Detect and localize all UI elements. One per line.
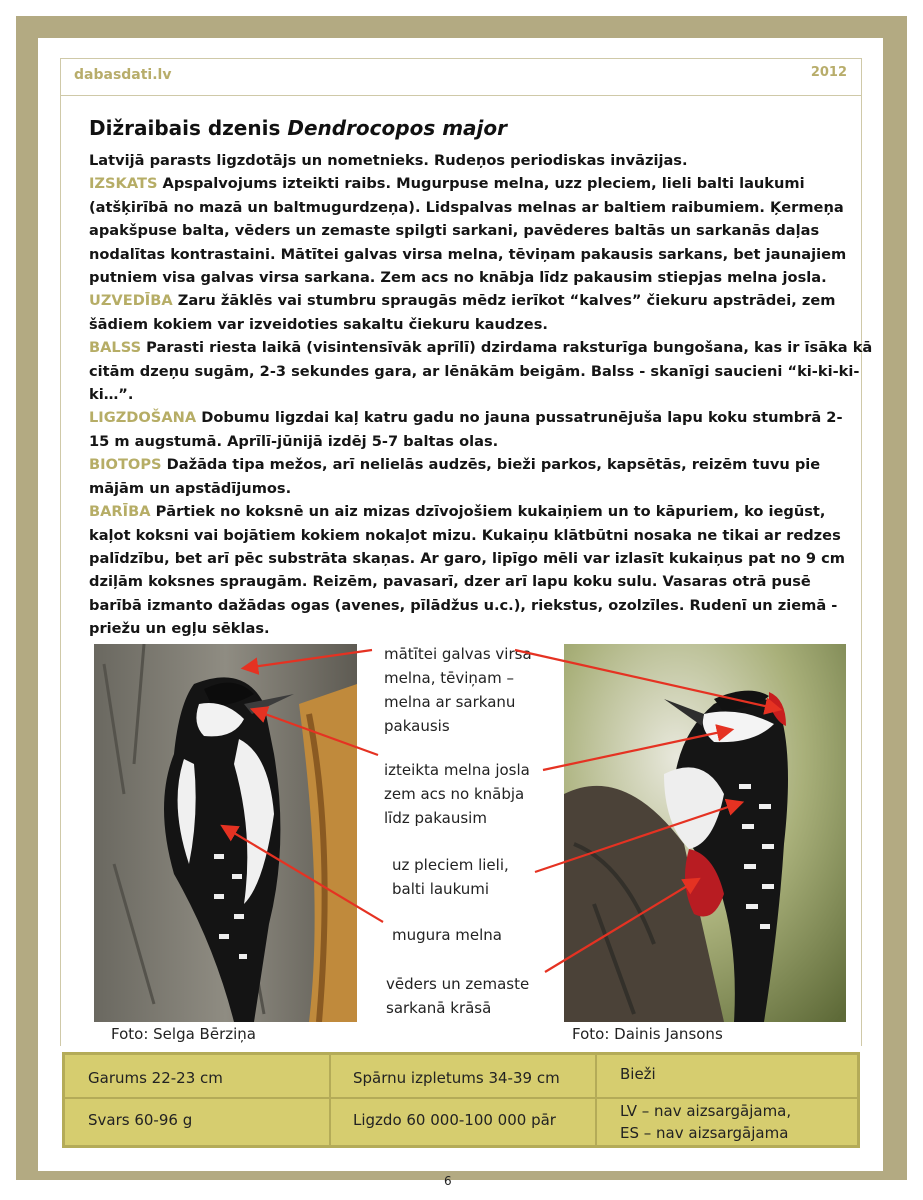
fact-length: Garums 22-23 cm [88,1069,223,1087]
species-name-lv: Dižraibais dzenis [89,116,281,140]
arrow-eye-right [543,730,730,770]
izskats-text: nodalītas kontrastaini. Mātītei galvas virsa melna, tēviņam pakausis sarkans, bet jaunajiem [89,245,847,263]
page-number: 6 [444,1174,452,1188]
arrow-belly-right [545,880,697,972]
fact-protection-lv: LV – nav aizsargājama, [620,1102,792,1120]
arrow-head-right [515,650,778,709]
arrow-shoulder-right [535,803,740,872]
balss-text: Parasti riesta laikā (visintensīvāk aprīlī) dzirdama raksturīga bungošana, kas ir īsāka kā [141,339,873,357]
balss-text: ki…”. [89,386,134,404]
annotation-line: mugura melna [392,926,502,944]
uzvediba-heading: UZVEDĪBA [89,292,173,310]
header-year: 2012 [810,65,847,80]
annotation-line: pakausis [384,717,450,735]
ligzdosana-text: 15 m augstumā. Aprīlī-jūnijā izdēj 5-7 baltas olas. [89,432,499,450]
table-divider [329,1055,331,1145]
izskats-text: putniem visa galvas virsa sarkana. Zem acs no knābja līdz pakausim stiepjas melna josla. [89,269,827,287]
izskats-text: Apspalvojums izteikti raibs. Mugurpuse melna, uzz pleciem, lieli balti laukumi [157,175,805,193]
facts-table [62,1052,860,1148]
annotation-line: mātītei galvas virsa [384,645,532,663]
izskats-text: apakšpuse balta, vēders un zemaste spilgti sarkani, pavēderes baltās un sarkanās daļas [89,222,820,240]
biotops-heading: BIOTOPS [89,456,162,474]
table-divider [595,1055,597,1145]
ligzdosana-text: Dobumu ligzdai kaļ katru gadu no jauna pussatrunējuša lapu koku stumbrā 2- [196,409,843,427]
biotops-text: mājām un apstādījumos. [89,479,292,497]
annotation-line: balti laukumi [392,880,490,898]
table-divider [65,1097,857,1099]
intro-text: Latvijā parasts ligzdotājs un nometnieks. Rudeņos periodiskas invāzijas. [89,152,688,169]
izskats-heading: IZSKATS [89,175,158,193]
annotation-line: uz pleciem lieli, [392,856,509,874]
bariba-text: dziļām koksnes spraugām. Reizēm, pavasarī, dzer arī lapu koku sulu. Vasaras otrā pusē [89,573,811,591]
izskats-text: (atšķirībā no mazā un baltmugurdzeņa). Lidspalvas melnas ar baltiem raibumiem. Ķermeņa [89,198,844,216]
annotation-line: vēders un zemaste [386,975,530,993]
bariba-text: kaļot koksni vai bojātiem kokiem nokaļot mizu. Kukaiņu klātbūtni nosaka ne tikai ar redzes [89,526,841,544]
annotation-line: līdz pakausim [384,809,487,827]
bariba-text: Pārtiek no koksnē un aiz mizas dzīvojošiem kukaiņiem un to kāpuriem, ko iegūst, [150,503,826,521]
uzvediba-text: Zaru žāklēs vai stumbru spraugās mēdz ierīkot “kalves” čiekuru apstrādei, zem [172,292,836,310]
species-name-latin: Dendrocopos major [287,116,507,140]
bariba-heading: BARĪBA [89,503,151,521]
annotation-line: melna, tēviņam – [384,669,514,687]
bariba-text: barībā izmanto dažādas ogas (avenes, pīlādžus u.c.), riekstus, ozolzīles. Rudenī un ziemā - [89,596,838,614]
annotation-line: zem acs no knābja [384,785,525,803]
arrow-eye-left [254,710,378,755]
fact-weight: Svars 60-96 g [88,1111,193,1129]
fact-protection [620,1100,791,1144]
balss-text: citām dzeņu sugām, 2-3 sekundes gara, ar lēnākām beigām. Balss - skanīgi saucieni “ki-ki-ki- [89,362,860,380]
fact-protection-es: ES – nav aizsargājama [620,1124,789,1142]
ligzdosana-heading: LIGZDOŠANA [89,409,197,427]
fact-frequency: Bieži [620,1065,656,1083]
arrow-back-left [224,827,383,922]
balss-heading: BALSS [89,339,142,357]
photo-caption-right: Foto: Dainis Jansons [572,1025,723,1043]
biotops-text: Dažāda tipa mežos, arī nelielās audzēs, bieži parkos, kapsētās, reizēm tuvu pie [161,456,821,474]
arrow-head-left [245,650,372,668]
site-name: dabasdati.lv [74,67,172,83]
photo-caption-left: Foto: Selga Bērziņa [111,1025,256,1043]
annotation-line: melna ar sarkanu [384,693,516,711]
uzvediba-text: šādiem kokiem var izveidoties sakaltu čiekuru kaudzes. [89,315,548,333]
bariba-text: priežu un egļu sēklas. [89,620,270,638]
annotation-line: sarkanā krāsā [386,999,492,1017]
bariba-text: palīdzību, bet arī pēc substrāta skaņas. Ar garo, lipīgo mēli var izlasīt kukaiņus pat no 9 cm [89,549,846,567]
fact-wingspan: Spārnu izpletums 34-39 cm [353,1069,560,1087]
annotation-line: izteikta melna josla [384,761,530,779]
fact-breeding-pairs: Ligzdo 60 000-100 000 pār [353,1111,556,1129]
